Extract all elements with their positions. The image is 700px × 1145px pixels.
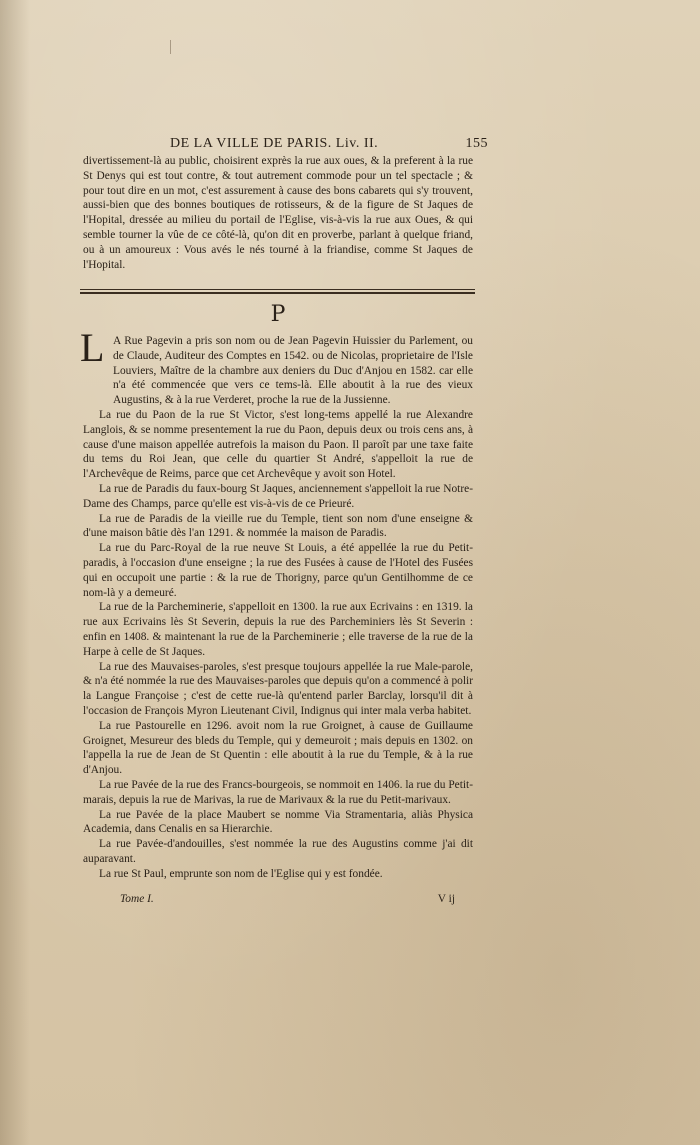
page-footer [120, 893, 455, 909]
paragraph: La rue de la Parcheminerie, s'appelloit en 1300. la rue aux Ecrivains : en 1319. la rue aux Ecrivains lès St Severin, depuis la rue des Parcheminiers lès St Severin : enfin en 1408. & maintenant la rue de la Parcheminerie ; elle traverse de la rue de la Harpe à celle de St Jaques. [83, 601, 473, 658]
volume-label: Tome I. [120, 893, 154, 905]
paragraph: La rue Pavée de la place Maubert se nomme Via Stramentaria, aliàs Physica Academia, dans Cenalis en sa Hierarchie. [83, 808, 473, 836]
paragraph: A Rue Pagevin a pris son nom ou de Jean Pagevin Huissier du Parlement, ou de Claude, Auditeur des Comptes en 1542. ou de Nicolas, proprietaire de l'Isle Louviers, Maître de la chambre aux deniers du Duc d'Anjou en 1582. car elle n'a été commencée que vers ce tems-là. Elle aboutit à la rue des vieux Augustins, & à la rue Verderet, proche la rue de la Jussienne. [113, 335, 473, 407]
paragraph: La rue du Paon de la rue St Victor, s'est long-tems appellé la rue Alexandre Langlois, & se nomme presentement la rue du Paon, depuis deux ou trois cens ans, à cause d'une maison appellée autrefois la maison du Paon. Il paroît par une taxe faite du tems du Roi Jean, que celle du quartier St André, s'appelloit la rue de l'Archevêque de Reims, parce que cet Archevêque y avoit son Hotel. [83, 408, 473, 481]
intro-paragraph: divertissement-là au public, choisirent exprès la rue aux oues, & la preferent à la rue St Denys qui est tout contre, & tout autrement commode pour un tel spectacle ; & pour tout dire en un mot, c'est assurement à cause des bons cabarets qui s'y trouvent, aussi-bien que des bonnes boutiques de rotisseurs, & de la figure de St Jaques de l'Hopital, dressée au milieu du portail de l'Eglise, vis-à-vis la rue aux Oues, & qui semble tourner la vûe de ce côté-là, qu'on dit en proverbe, parlant à quelque friand, ou à un amoureux : Vous avés le nés tourné à la friandise, comme St Jaques de l'Hopital. [83, 155, 473, 271]
page-fold-shadow [0, 0, 30, 1145]
paragraph: La rue des Mauvaises-paroles, s'est presque toujours appellée la rue Male-parole, & n'a été nommée la rue des Mauvaises-paroles que depuis qu'on a commencé à polir la Langue Françoise ; c'est de cette rue-là qu'entend parler Barclay, lorsqu'il dit à l'occasion de François Myron Lieutenant Civil, Indignus qui inter mala verba habitet. [83, 660, 473, 717]
section-rule-thin [80, 289, 475, 290]
paragraph: La rue St Paul, emprunte son nom de l'Eglise qui y est fondée. [99, 867, 383, 880]
signature-mark: V ij [437, 893, 455, 905]
section-letter: P [270, 302, 286, 327]
running-title: DE LA VILLE DE PARIS. Liv. II. [170, 136, 379, 151]
section-rule-thick [80, 292, 475, 294]
body-text [83, 334, 473, 881]
paragraph: La rue Pastourelle en 1296. avoit nom la rue Groignet, à cause de Guillaume Groignet, Mesureur des bleds du Temple, qui y demeuroit ; mais depuis en 1302. on l'appella la rue de Jean de St Quentin : elle aboutit à la rue du Temple, & à la rue d'Anjou. [83, 719, 473, 777]
running-header [170, 136, 488, 156]
paper-mark [170, 40, 175, 54]
drop-cap: L [80, 325, 105, 370]
paragraph: La rue de Paradis du faux-bourg St Jaques, anciennement s'appelloit la rue Notre-Dame des Champs, parce qu'elle est vis-à-vis de ce Prieuré. [83, 482, 473, 510]
page-number: 155 [465, 136, 488, 151]
paragraph: La rue Pavée de la rue des Francs-bourgeois, se nommoit en 1406. la rue du Petit-marais, depuis la rue de Marivas, la rue de Marivaux & la rue du Petit-marivaux. [83, 778, 473, 806]
paragraph: La rue de Paradis de la vieille rue du Temple, tient son nom d'une enseigne & d'une maison bâtie dès l'an 1291. & nommée la maison de Paradis. [83, 512, 473, 540]
paragraph: La rue Pavée-d'andouilles, s'est nommée la rue des Augustins comme j'ai dit auparavant. [83, 838, 473, 865]
paragraph: La rue du Parc-Royal de la rue neuve St Louis, a été appellée la rue du Petit-paradis, à l'occasion d'une enseigne ; la rue des Fusées à cause de l'Hotel des Fusées qui en occupoit une partie : & la rue de Thorigny, parce qu'un Gentilhomme de ce nom-là y a demeuré. [83, 542, 473, 599]
